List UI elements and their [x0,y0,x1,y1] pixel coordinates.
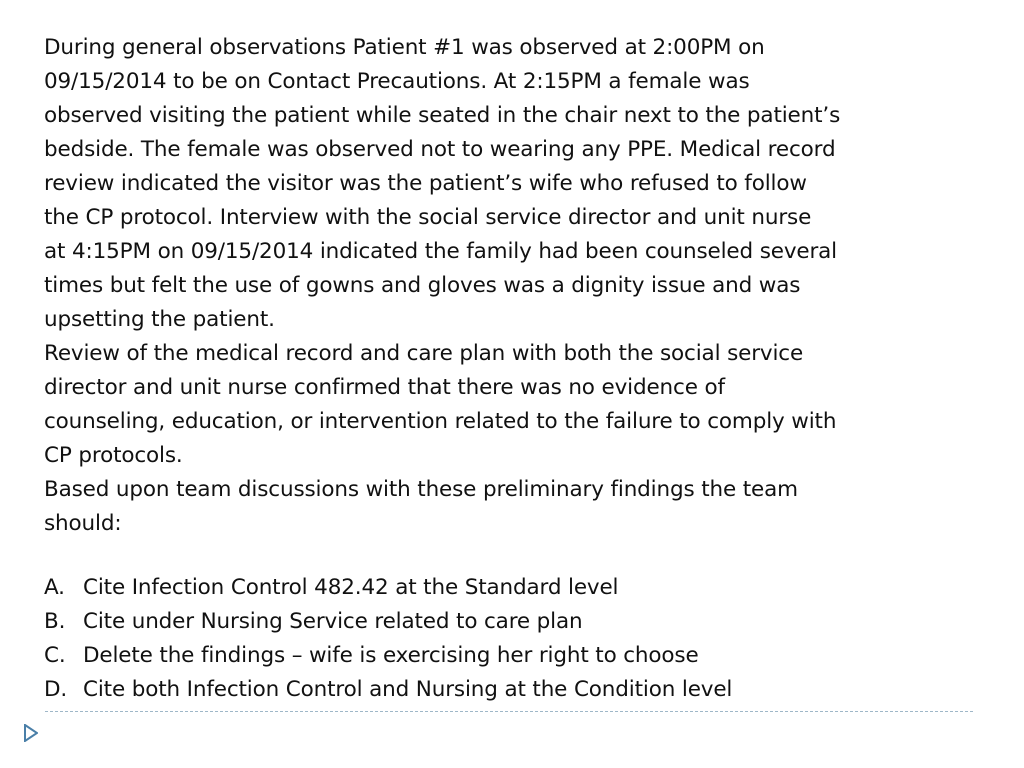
slide-content [44,31,984,707]
answer-options [44,571,984,707]
answer-option-a [44,571,984,605]
option-text: Cite Infection Control 482.42 at the Standard level [83,575,619,600]
paragraph-question [44,473,984,541]
option-letter: A. [44,575,65,600]
text-line: observed visiting the patient while seated in the chair next to the patient’s [44,103,841,128]
text-line: CP protocols. [44,443,183,468]
footer-divider [45,711,973,712]
answer-option-c [44,639,984,673]
option-letter: D. [44,677,68,702]
text-line: Review of the medical record and care plan with both the social service [44,341,804,366]
text-line: Based upon team discussions with these preliminary findings the team [44,477,798,502]
text-line: should: [44,511,122,536]
triangle-right-icon[interactable] [24,724,38,742]
option-letter: B. [44,609,66,634]
option-letter: C. [44,643,66,668]
paragraph-observations [44,31,984,337]
text-line: director and unit nurse confirmed that there was no evidence of [44,375,725,400]
answer-option-b [44,605,984,639]
spacer [44,541,984,571]
option-text: Cite both Infection Control and Nursing at the Condition level [83,677,733,702]
answer-option-d [44,673,984,707]
text-line: counseling, education, or intervention related to the failure to comply with [44,409,837,434]
text-line: times but felt the use of gowns and gloves was a dignity issue and was [44,273,801,298]
option-text: Cite under Nursing Service related to care plan [83,609,583,634]
option-text: Delete the findings – wife is exercising her right to choose [83,643,699,668]
paragraph-record-review [44,337,984,473]
text-line: During general observations Patient #1 was observed at 2:00PM on [44,35,765,60]
text-line: review indicated the visitor was the patient’s wife who refused to follow [44,171,807,196]
text-line: upsetting the patient. [44,307,275,332]
text-line: at 4:15PM on 09/15/2014 indicated the family had been counseled several [44,239,838,264]
text-line: 09/15/2014 to be on Contact Precautions. At 2:15PM a female was [44,69,750,94]
text-line: bedside. The female was observed not to wearing any PPE. Medical record [44,137,836,162]
text-line: the CP protocol. Interview with the social service director and unit nurse [44,205,812,230]
